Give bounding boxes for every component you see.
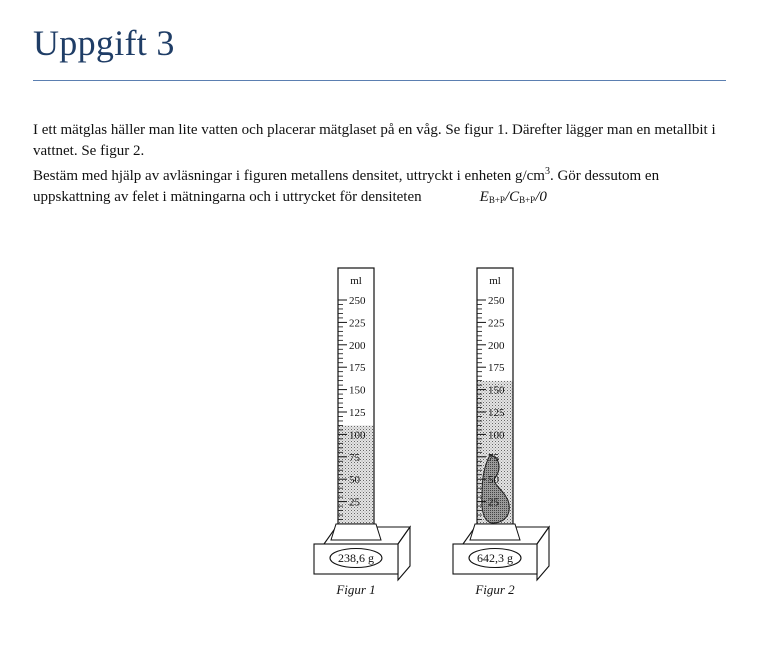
figure2-scale-label: 175 <box>488 362 505 375</box>
figure2-cylinder-base <box>470 524 520 540</box>
figure2-scale-label: 125 <box>488 407 505 419</box>
figure2-scale-label: 25 <box>488 496 499 509</box>
figure2-scale-label: 75 <box>488 451 499 464</box>
figure1-scale-label: 225 <box>349 317 366 330</box>
figure2-caption: Figur 2 <box>475 582 515 597</box>
figure1-scale-reading: 238,6 g <box>338 551 374 565</box>
figure1-unit-label: ml <box>350 275 362 287</box>
figure1-scale-label: 250 <box>349 295 366 307</box>
figure2-scale-label: 150 <box>488 384 505 397</box>
figure1-group <box>314 268 410 597</box>
paragraph-intro: I ett mätglas häller man lite vatten och placerar mätglaset på en våg. Se figur 1. Därefter lägger man en metallbit i vattnet. Se figur 2. <box>33 122 716 159</box>
figure1-scale-label: 150 <box>349 384 366 397</box>
figure1-caption: Figur 1 <box>336 582 376 597</box>
figure2-scale-label: 50 <box>488 474 499 487</box>
figure1-cylinder-base <box>331 524 381 540</box>
figure1-scale-label: 50 <box>349 474 360 487</box>
figure2-scale-label: 200 <box>488 339 505 352</box>
task-text-end: . Gör dessutom en uppskattning av felet i mätningarna och i uttrycket för densiteten <box>33 168 660 205</box>
figure1-scale-label: 200 <box>349 339 366 352</box>
unit-exponent: 3 <box>544 166 550 177</box>
figure1-scale-label: 125 <box>349 407 366 419</box>
figure1-scale-label: 100 <box>349 429 366 442</box>
figure2-scale-label: 250 <box>488 295 505 307</box>
page-title: Uppgift 3 <box>33 23 175 63</box>
figure2-group <box>453 268 549 597</box>
figure2-scale-label: 100 <box>488 429 505 442</box>
figure1-scale-label: 175 <box>349 362 366 375</box>
figure1-scale-label: 75 <box>349 451 360 464</box>
density-formula: $E_{B+P}/C_{B+P}/0$ <box>479 189 547 205</box>
figure2-scale-reading: 642,3 g <box>477 551 513 565</box>
figure2-scale-label: 225 <box>488 317 505 330</box>
task-text-start: Bestäm med hjälp av avläsningar i figuren metallens densitet, uttryckt i enheten g/cm <box>33 168 545 184</box>
figure2-unit-label: ml <box>489 275 501 287</box>
figure1-scale-label: 25 <box>349 496 360 509</box>
